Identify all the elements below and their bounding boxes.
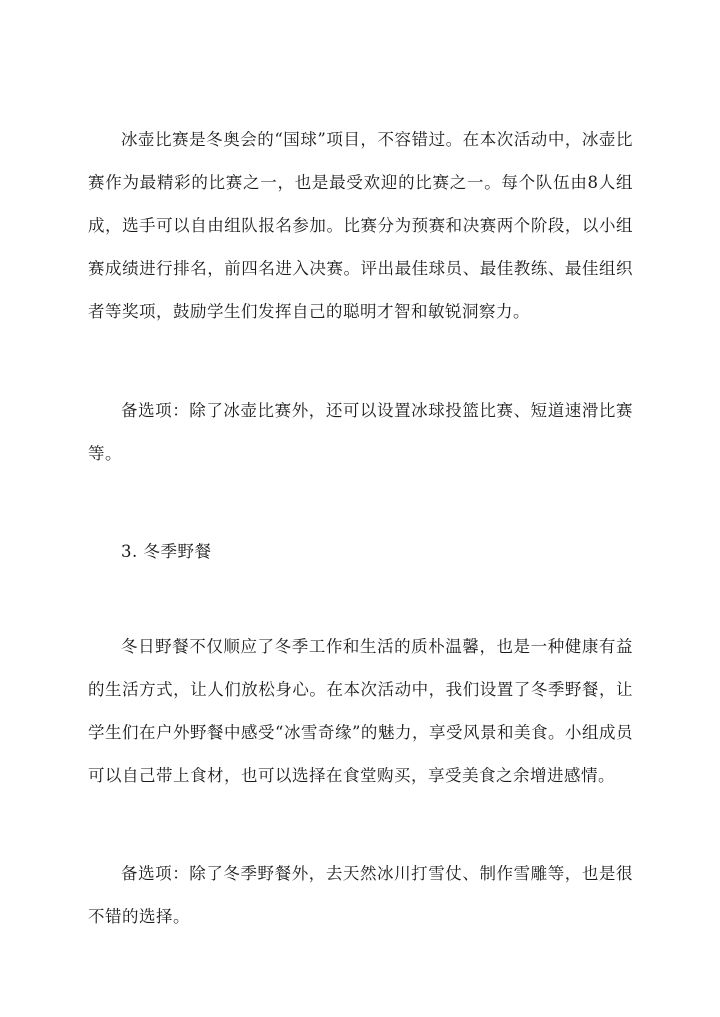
paragraph-curling-alternatives: 备选项：除了冰壶比赛外，还可以设置冰球投篮比赛、短道速滑比赛等。 bbox=[88, 401, 633, 463]
section-heading-winter-picnic: 3. 冬季野餐 bbox=[121, 542, 212, 561]
paragraph-picnic-alternatives: 备选项：除了冬季野餐外，去天然冰川打雪仗、制作雪雕等，也是很不错的选择。 bbox=[88, 864, 633, 926]
paragraph-winter-picnic: 冬日野餐不仅顺应了冬季工作和生活的质朴温馨，也是一种健康有益的生活方式，让人们放松身心。在本次活动中，我们设置了冬季野餐，让学生们在户外野餐中感受“冰雪奇缘”的魅力，享受风景和美食。小组成员可以自己带上食材，也可以选择在食堂购买，享受美食之余增进感情。 bbox=[88, 637, 633, 785]
paragraph-curling: 冰壶比赛是冬奥会的“国球”项目，不容错过。在本次活动中，冰壶比赛作为最精彩的比赛之一，也是最受欢迎的比赛之一。每个队伍由8人组成，选手可以自由组队报名参加。比赛分为预赛和决赛两个阶段，以小组赛成绩进行排名，前四名进入决赛。评出最佳球员、最佳教练、最佳组织者等奖项，鼓励学生们发挥自己的聪明才智和敏锐洞察力。 bbox=[88, 130, 633, 321]
